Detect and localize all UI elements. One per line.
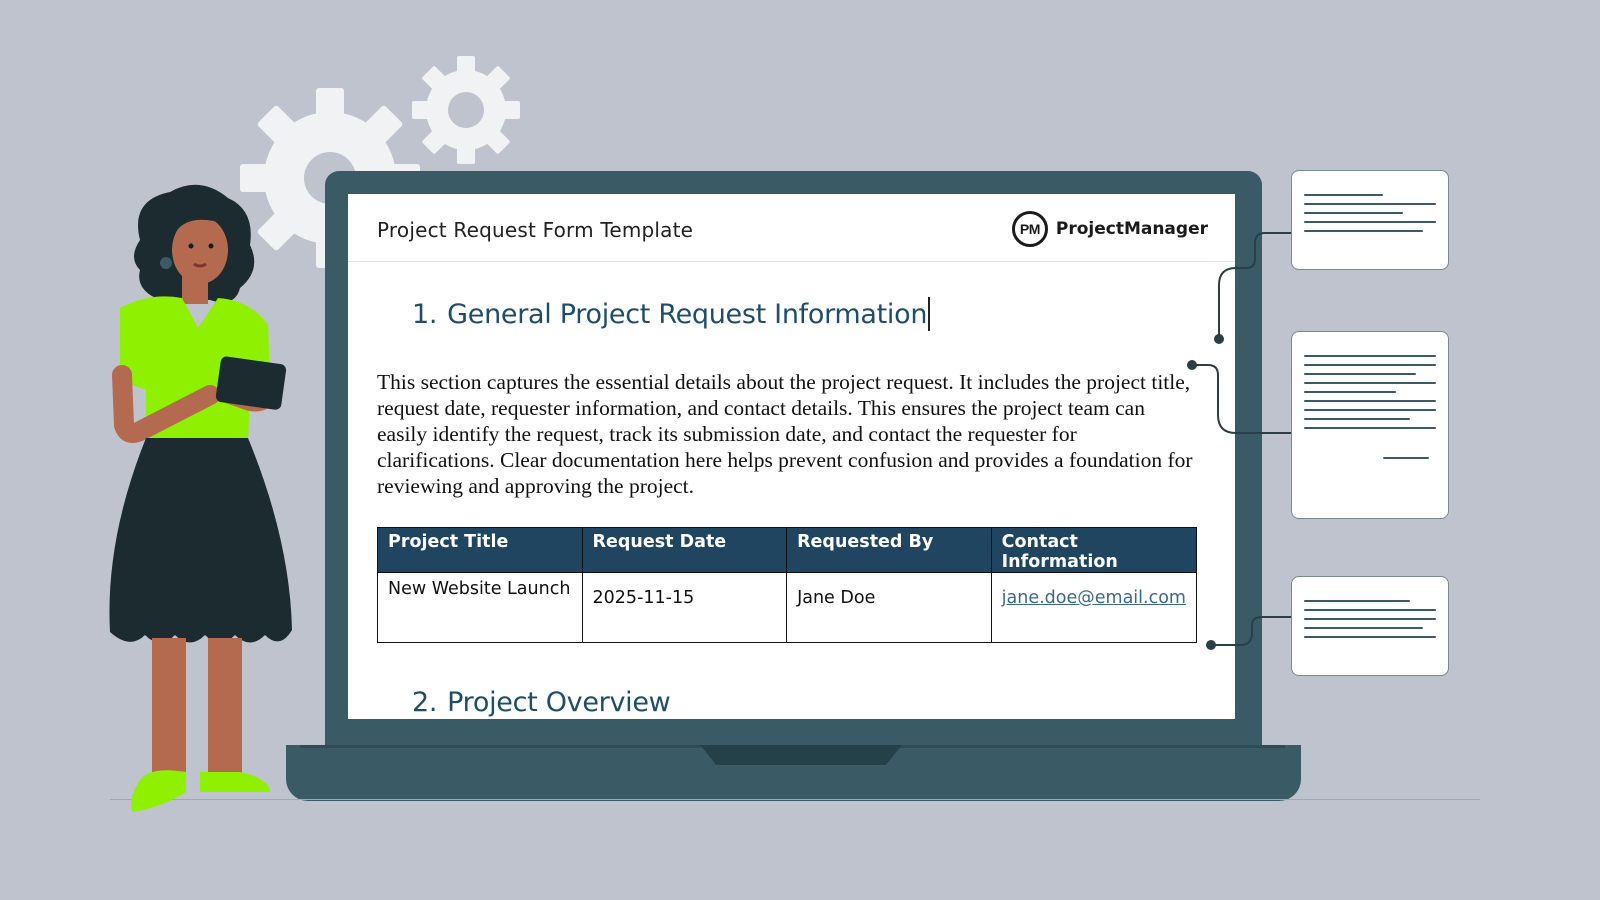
person-illustration <box>90 180 310 830</box>
section-title: Project Overview <box>447 687 671 718</box>
request-info-table <box>377 527 1197 643</box>
section-paragraph[interactable]: This section captures the essential details about the project request. It includes the project title, request date, requester information, and contact details. This ensures the project team can easily identify the request, track its submission date, and contact the requester for clarifications. Clear documentation here helps prevent confusion and provides a foundation for reviewing and approving the project. <box>377 370 1193 498</box>
laptop-screen <box>348 194 1235 719</box>
table-header-cell: Contact Information <box>991 528 1196 573</box>
gear-icon <box>412 56 520 164</box>
email-link[interactable]: jane.doe@email.com <box>1001 588 1186 608</box>
table-header-cell: Project Title <box>378 528 583 573</box>
text-cursor <box>928 297 930 331</box>
section-heading[interactable] <box>412 299 930 331</box>
document-card <box>1291 331 1449 519</box>
document-card <box>1291 170 1449 270</box>
brand <box>1012 211 1208 247</box>
table-header-cell: Requested By <box>787 528 992 573</box>
section-title: General Project Request Information <box>447 299 928 330</box>
brand-name: ProjectManager <box>1055 219 1208 239</box>
request-date-cell[interactable]: 2025-11-15 <box>582 573 787 643</box>
requested-by-cell[interactable]: Jane Doe <box>787 573 992 643</box>
section-number: 1. <box>412 299 438 330</box>
document-header <box>348 194 1235 262</box>
document-card <box>1291 576 1449 676</box>
project-title-cell[interactable]: New Website Launch <box>378 573 583 643</box>
brand-logo-icon: PM <box>1012 211 1048 247</box>
document-title: Project Request Form Template <box>377 218 694 242</box>
ground-line <box>110 799 1480 800</box>
table-row <box>378 573 1197 643</box>
table-header-cell: Request Date <box>582 528 787 573</box>
contact-information-cell <box>991 573 1196 643</box>
connector-lines <box>1180 215 1300 655</box>
section-number: 2. <box>412 687 438 718</box>
table-header-row <box>378 528 1197 573</box>
section-heading[interactable] <box>412 687 670 718</box>
laptop-notch <box>700 745 902 765</box>
